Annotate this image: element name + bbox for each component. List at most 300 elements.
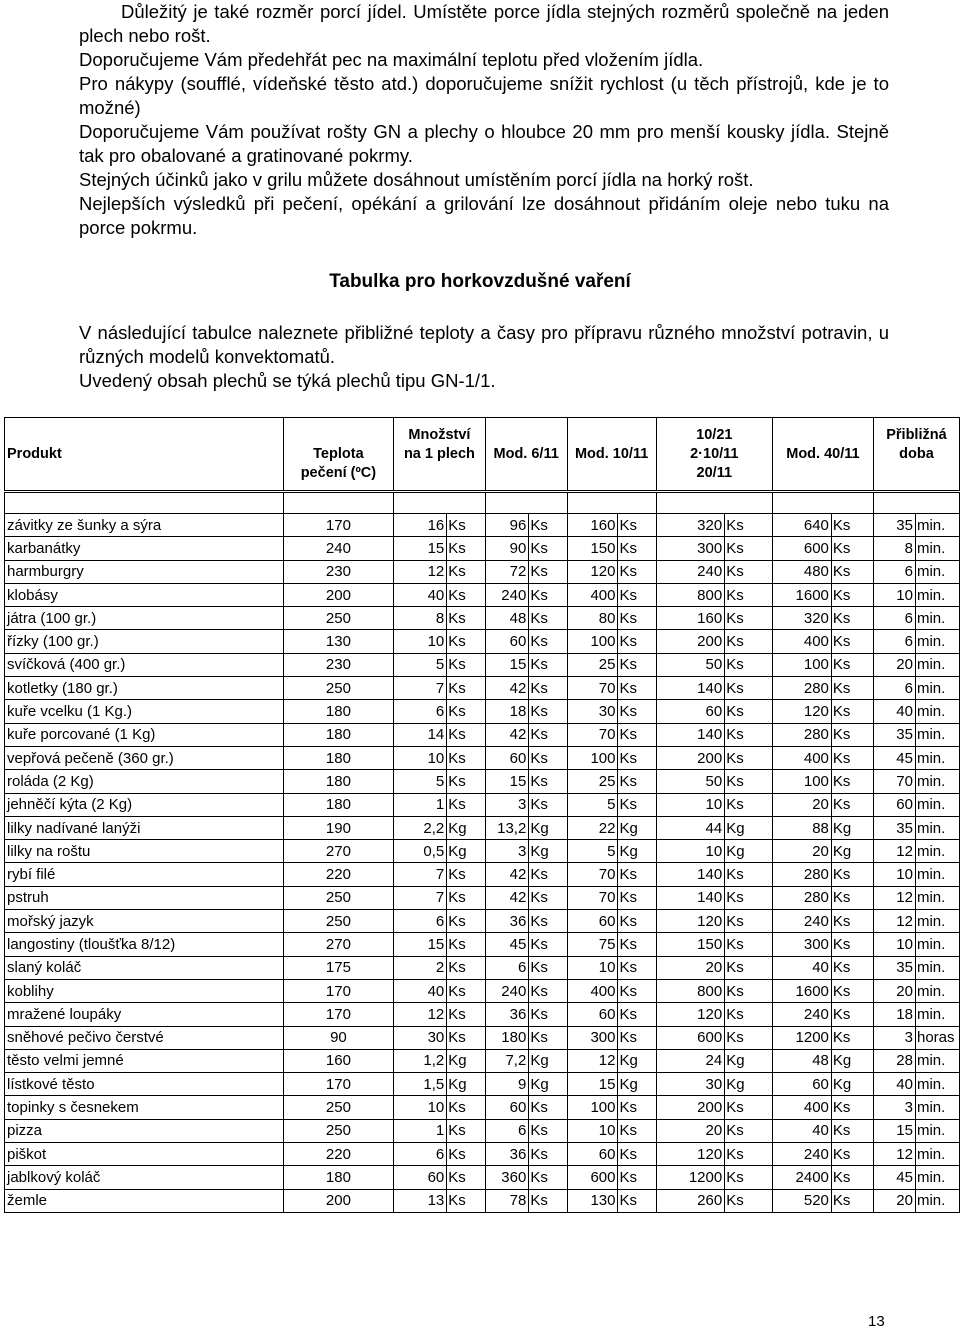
table-row xyxy=(5,723,960,746)
value-cell: 7,2 xyxy=(485,1049,529,1072)
value-cell: 14 xyxy=(394,723,447,746)
value-cell: 50 xyxy=(656,770,725,793)
unit-cell: Ks xyxy=(447,1143,486,1166)
product-name: koblihy xyxy=(5,979,284,1002)
unit-cell: Ks xyxy=(447,514,486,537)
value-cell: 35 xyxy=(873,816,915,839)
value-cell: 42 xyxy=(485,886,529,909)
unit-cell: Ks xyxy=(618,560,656,583)
unit-cell: Ks xyxy=(725,1189,773,1212)
value-cell: 42 xyxy=(485,677,529,700)
value-cell: 7 xyxy=(394,863,447,886)
table-row xyxy=(5,746,960,769)
temperature-cell: 180 xyxy=(283,793,393,816)
unit-cell: Kg xyxy=(618,1049,656,1072)
temperature-cell: 240 xyxy=(283,537,393,560)
product-name: topinky s česnekem xyxy=(5,1096,284,1119)
temperature-cell: 180 xyxy=(283,770,393,793)
unit-cell: Ks xyxy=(831,746,873,769)
value-cell: 10 xyxy=(567,1119,618,1142)
header-time: Přibližná doba xyxy=(873,418,959,492)
table-row xyxy=(5,979,960,1002)
unit-cell: Kg xyxy=(725,1073,773,1096)
value-cell: 140 xyxy=(656,863,725,886)
table-row xyxy=(5,886,960,909)
unit-cell: Ks xyxy=(618,583,656,606)
table-row xyxy=(5,840,960,863)
table-row xyxy=(5,700,960,723)
table-row xyxy=(5,956,960,979)
value-cell: 12 xyxy=(394,560,447,583)
temperature-cell: 250 xyxy=(283,677,393,700)
temperature-cell: 180 xyxy=(283,700,393,723)
unit-cell: Ks xyxy=(447,537,486,560)
value-cell: 70 xyxy=(873,770,915,793)
product-name: vepřová pečeně (360 gr.) xyxy=(5,746,284,769)
value-cell: 150 xyxy=(567,537,618,560)
temperature-cell: 230 xyxy=(283,653,393,676)
unit-cell: Ks xyxy=(447,1166,486,1189)
value-cell: 20 xyxy=(772,793,831,816)
intro-paragraph: Doporučujeme Vám používat rošty GN a plechy o hloubce 20 mm pro menší kousky jídla. Stejně tak pro obalované a gratinované pokrmy. xyxy=(79,121,889,166)
table-row xyxy=(5,1096,960,1119)
unit-cell: Ks xyxy=(725,886,773,909)
value-cell: 20 xyxy=(656,1119,725,1142)
value-cell: 70 xyxy=(567,863,618,886)
value-cell: 8 xyxy=(394,607,447,630)
header-temperature: Teplota pečení (ºC) xyxy=(283,418,393,492)
spacer-row xyxy=(5,492,960,514)
value-cell: 10 xyxy=(656,793,725,816)
unit-cell: Ks xyxy=(618,723,656,746)
unit-cell: Ks xyxy=(447,863,486,886)
product-name: jablkový koláč xyxy=(5,1166,284,1189)
value-cell: 90 xyxy=(485,537,529,560)
value-cell: 60 xyxy=(772,1073,831,1096)
value-cell: 200 xyxy=(656,746,725,769)
temperature-cell: 170 xyxy=(283,1073,393,1096)
unit-cell: Ks xyxy=(447,677,486,700)
unit-cell: min. xyxy=(915,933,959,956)
value-cell: 120 xyxy=(772,700,831,723)
unit-cell: Ks xyxy=(831,607,873,630)
value-cell: 120 xyxy=(567,560,618,583)
unit-cell: Ks xyxy=(529,910,567,933)
table-row xyxy=(5,1026,960,1049)
unit-cell: Ks xyxy=(618,1166,656,1189)
value-cell: 2400 xyxy=(772,1166,831,1189)
table-row xyxy=(5,1189,960,1212)
unit-cell: Ks xyxy=(725,910,773,933)
product-name: lilky na roštu xyxy=(5,840,284,863)
value-cell: 240 xyxy=(772,910,831,933)
temperature-cell: 250 xyxy=(283,886,393,909)
value-cell: 45 xyxy=(873,746,915,769)
unit-cell: Ks xyxy=(447,793,486,816)
unit-cell: Ks xyxy=(529,1026,567,1049)
value-cell: 600 xyxy=(656,1026,725,1049)
value-cell: 3 xyxy=(873,1096,915,1119)
unit-cell: Ks xyxy=(831,653,873,676)
value-cell: 100 xyxy=(772,770,831,793)
product-name: mražené loupáky xyxy=(5,1003,284,1026)
value-cell: 1600 xyxy=(772,979,831,1002)
unit-cell: Ks xyxy=(447,630,486,653)
value-cell: 15 xyxy=(394,933,447,956)
value-cell: 50 xyxy=(656,653,725,676)
value-cell: 20 xyxy=(873,1189,915,1212)
unit-cell: min. xyxy=(915,863,959,886)
value-cell: 400 xyxy=(772,746,831,769)
unit-cell: Ks xyxy=(831,1189,873,1212)
unit-cell: Ks xyxy=(529,770,567,793)
value-cell: 20 xyxy=(873,653,915,676)
value-cell: 40 xyxy=(873,700,915,723)
table-row xyxy=(5,770,960,793)
value-cell: 42 xyxy=(485,863,529,886)
header-quantity: Množství na 1 plech xyxy=(394,418,486,492)
temperature-cell: 180 xyxy=(283,746,393,769)
unit-cell: min. xyxy=(915,630,959,653)
table-row xyxy=(5,1166,960,1189)
unit-cell: Ks xyxy=(447,723,486,746)
value-cell: 1 xyxy=(394,1119,447,1142)
value-cell: 5 xyxy=(567,793,618,816)
value-cell: 140 xyxy=(656,886,725,909)
unit-cell: Ks xyxy=(831,910,873,933)
value-cell: 180 xyxy=(485,1026,529,1049)
intro-paragraph: Důležitý je také rozměr porcí jídel. Umístěte porce jídla stejných rozměrů společně na jeden plech nebo rošt. xyxy=(79,1,889,46)
intro-paragraph: Pro nákypy (soufflé, vídeňské těsto atd.) doporučujeme snížit rychlost (u těch přístrojů, kde je to možné) xyxy=(79,73,889,118)
value-cell: 78 xyxy=(485,1189,529,1212)
unit-cell: Ks xyxy=(725,700,773,723)
value-cell: 520 xyxy=(772,1189,831,1212)
unit-cell: Ks xyxy=(618,653,656,676)
value-cell: 240 xyxy=(772,1143,831,1166)
unit-cell: Ks xyxy=(831,1026,873,1049)
unit-cell: Kg xyxy=(725,816,773,839)
temperature-cell: 250 xyxy=(283,1119,393,1142)
unit-cell: Ks xyxy=(831,537,873,560)
unit-cell: Ks xyxy=(725,560,773,583)
value-cell: 6 xyxy=(873,677,915,700)
value-cell: 120 xyxy=(656,1003,725,1026)
unit-cell: Ks xyxy=(447,910,486,933)
value-cell: 280 xyxy=(772,723,831,746)
unit-cell: Ks xyxy=(447,886,486,909)
value-cell: 20 xyxy=(873,979,915,1002)
value-cell: 6 xyxy=(394,700,447,723)
unit-cell: Ks xyxy=(831,770,873,793)
table-description xyxy=(79,321,889,393)
value-cell: 25 xyxy=(567,653,618,676)
description-paragraph: Uvedený obsah plechů se týká plechů tipu GN-1/1. xyxy=(79,370,496,391)
value-cell: 40 xyxy=(873,1073,915,1096)
value-cell: 260 xyxy=(656,1189,725,1212)
value-cell: 150 xyxy=(656,933,725,956)
unit-cell: Ks xyxy=(831,1096,873,1119)
unit-cell: Ks xyxy=(529,677,567,700)
table-row xyxy=(5,793,960,816)
value-cell: 35 xyxy=(873,956,915,979)
unit-cell: Ks xyxy=(618,607,656,630)
cooking-table xyxy=(4,417,960,1213)
value-cell: 240 xyxy=(485,979,529,1002)
product-name: kuře vcelku (1 Kg.) xyxy=(5,700,284,723)
value-cell: 30 xyxy=(656,1073,725,1096)
temperature-cell: 175 xyxy=(283,956,393,979)
unit-cell: min. xyxy=(915,700,959,723)
value-cell: 40 xyxy=(394,583,447,606)
product-name: klobásy xyxy=(5,583,284,606)
value-cell: 300 xyxy=(567,1026,618,1049)
value-cell: 1200 xyxy=(656,1166,725,1189)
unit-cell: Ks xyxy=(618,514,656,537)
value-cell: 6 xyxy=(394,910,447,933)
value-cell: 72 xyxy=(485,560,529,583)
unit-cell: Ks xyxy=(529,560,567,583)
unit-cell: Ks xyxy=(447,700,486,723)
unit-cell: Ks xyxy=(447,653,486,676)
product-name: piškot xyxy=(5,1143,284,1166)
header-product: Produkt xyxy=(5,418,284,492)
temperature-cell: 190 xyxy=(283,816,393,839)
value-cell: 100 xyxy=(772,653,831,676)
unit-cell: Ks xyxy=(618,770,656,793)
unit-cell: Ks xyxy=(831,1166,873,1189)
unit-cell: Ks xyxy=(618,1143,656,1166)
table-row xyxy=(5,514,960,537)
value-cell: 0,5 xyxy=(394,840,447,863)
value-cell: 20 xyxy=(772,840,831,863)
value-cell: 100 xyxy=(567,746,618,769)
value-cell: 36 xyxy=(485,1143,529,1166)
value-cell: 7 xyxy=(394,677,447,700)
product-name: langostiny (tloušťka 8/12) xyxy=(5,933,284,956)
value-cell: 7 xyxy=(394,886,447,909)
value-cell: 800 xyxy=(656,979,725,1002)
temperature-cell: 250 xyxy=(283,607,393,630)
product-name: mořský jazyk xyxy=(5,910,284,933)
product-name: játra (100 gr.) xyxy=(5,607,284,630)
table-row xyxy=(5,630,960,653)
value-cell: 13,2 xyxy=(485,816,529,839)
unit-cell: Ks xyxy=(725,630,773,653)
value-cell: 280 xyxy=(772,863,831,886)
product-name: svíčková (400 gr.) xyxy=(5,653,284,676)
value-cell: 40 xyxy=(772,1119,831,1142)
value-cell: 2,2 xyxy=(394,816,447,839)
table-row xyxy=(5,677,960,700)
value-cell: 20 xyxy=(656,956,725,979)
value-cell: 100 xyxy=(567,630,618,653)
unit-cell: Ks xyxy=(447,1026,486,1049)
unit-cell: Kg xyxy=(725,840,773,863)
table-row xyxy=(5,537,960,560)
unit-cell: Ks xyxy=(529,979,567,1002)
unit-cell: Ks xyxy=(831,583,873,606)
unit-cell: Ks xyxy=(529,863,567,886)
unit-cell: Ks xyxy=(529,1003,567,1026)
unit-cell: Ks xyxy=(725,746,773,769)
value-cell: 10 xyxy=(656,840,725,863)
value-cell: 300 xyxy=(772,933,831,956)
unit-cell: Ks xyxy=(447,560,486,583)
value-cell: 5 xyxy=(567,840,618,863)
value-cell: 25 xyxy=(567,770,618,793)
value-cell: 40 xyxy=(394,979,447,1002)
unit-cell: Ks xyxy=(618,1003,656,1026)
unit-cell: Ks xyxy=(447,746,486,769)
value-cell: 200 xyxy=(656,1096,725,1119)
unit-cell: Ks xyxy=(618,979,656,1002)
value-cell: 15 xyxy=(567,1073,618,1096)
unit-cell: Ks xyxy=(618,1119,656,1142)
value-cell: 60 xyxy=(394,1166,447,1189)
unit-cell: Ks xyxy=(831,1143,873,1166)
value-cell: 280 xyxy=(772,677,831,700)
value-cell: 36 xyxy=(485,1003,529,1026)
unit-cell: Ks xyxy=(529,653,567,676)
value-cell: 60 xyxy=(567,1143,618,1166)
product-name: závitky ze šunky a sýra xyxy=(5,514,284,537)
temperature-cell: 220 xyxy=(283,863,393,886)
description-paragraph: V následující tabulce naleznete přibližné teploty a časy pro přípravu různého množství potravin, u různých modelů konvektomatů. xyxy=(79,322,889,367)
temperature-cell: 270 xyxy=(283,840,393,863)
unit-cell: min. xyxy=(915,653,959,676)
value-cell: 100 xyxy=(567,1096,618,1119)
unit-cell: min. xyxy=(915,1119,959,1142)
header-mod-40-11: Mod. 40/11 xyxy=(772,418,873,492)
unit-cell: Ks xyxy=(618,863,656,886)
value-cell: 280 xyxy=(772,886,831,909)
table-row xyxy=(5,1049,960,1072)
unit-cell: Ks xyxy=(618,746,656,769)
value-cell: 60 xyxy=(567,910,618,933)
unit-cell: Ks xyxy=(725,863,773,886)
value-cell: 200 xyxy=(656,630,725,653)
unit-cell: Ks xyxy=(831,630,873,653)
temperature-cell: 250 xyxy=(283,910,393,933)
unit-cell: Ks xyxy=(725,1003,773,1026)
table-row xyxy=(5,1119,960,1142)
value-cell: 35 xyxy=(873,723,915,746)
unit-cell: Ks xyxy=(447,956,486,979)
unit-cell: min. xyxy=(915,537,959,560)
value-cell: 9 xyxy=(485,1073,529,1096)
unit-cell: Ks xyxy=(529,1189,567,1212)
unit-cell: min. xyxy=(915,723,959,746)
unit-cell: min. xyxy=(915,1143,959,1166)
value-cell: 60 xyxy=(485,746,529,769)
value-cell: 320 xyxy=(656,514,725,537)
unit-cell: Ks xyxy=(725,723,773,746)
value-cell: 140 xyxy=(656,677,725,700)
unit-cell: Ks xyxy=(831,700,873,723)
value-cell: 10 xyxy=(394,746,447,769)
value-cell: 10 xyxy=(394,1096,447,1119)
value-cell: 30 xyxy=(567,700,618,723)
table-row xyxy=(5,653,960,676)
product-name: lístkové těsto xyxy=(5,1073,284,1096)
unit-cell: Ks xyxy=(725,933,773,956)
unit-cell: Ks xyxy=(447,1189,486,1212)
unit-cell: Kg xyxy=(831,816,873,839)
value-cell: 1,5 xyxy=(394,1073,447,1096)
unit-cell: Ks xyxy=(831,863,873,886)
value-cell: 120 xyxy=(656,910,725,933)
value-cell: 60 xyxy=(873,793,915,816)
value-cell: 12 xyxy=(394,1003,447,1026)
value-cell: 12 xyxy=(873,840,915,863)
value-cell: 600 xyxy=(772,537,831,560)
unit-cell: Kg xyxy=(831,840,873,863)
table-row xyxy=(5,1143,960,1166)
product-name: žemle xyxy=(5,1189,284,1212)
unit-cell: Kg xyxy=(447,840,486,863)
unit-cell: Ks xyxy=(831,1003,873,1026)
temperature-cell: 270 xyxy=(283,933,393,956)
value-cell: 24 xyxy=(656,1049,725,1072)
value-cell: 44 xyxy=(656,816,725,839)
unit-cell: min. xyxy=(915,1049,959,1072)
unit-cell: Ks xyxy=(447,770,486,793)
unit-cell: Kg xyxy=(725,1049,773,1072)
unit-cell: Ks xyxy=(529,793,567,816)
value-cell: 1600 xyxy=(772,583,831,606)
unit-cell: Ks xyxy=(529,933,567,956)
value-cell: 120 xyxy=(656,1143,725,1166)
unit-cell: Ks xyxy=(831,886,873,909)
temperature-cell: 180 xyxy=(283,1166,393,1189)
value-cell: 30 xyxy=(394,1026,447,1049)
value-cell: 13 xyxy=(394,1189,447,1212)
unit-cell: Kg xyxy=(618,816,656,839)
value-cell: 400 xyxy=(772,1096,831,1119)
product-name: pstruh xyxy=(5,886,284,909)
value-cell: 400 xyxy=(772,630,831,653)
header-mod-10-11: Mod. 10/11 xyxy=(567,418,656,492)
unit-cell: Ks xyxy=(529,1166,567,1189)
value-cell: 10 xyxy=(394,630,447,653)
unit-cell: Ks xyxy=(725,537,773,560)
value-cell: 48 xyxy=(485,607,529,630)
product-name: lilky nadívané lanýži xyxy=(5,816,284,839)
value-cell: 320 xyxy=(772,607,831,630)
unit-cell: Ks xyxy=(725,677,773,700)
unit-cell: min. xyxy=(915,607,959,630)
value-cell: 22 xyxy=(567,816,618,839)
value-cell: 360 xyxy=(485,1166,529,1189)
unit-cell: Ks xyxy=(831,933,873,956)
value-cell: 240 xyxy=(772,1003,831,1026)
unit-cell: min. xyxy=(915,1073,959,1096)
table-row xyxy=(5,910,960,933)
unit-cell: Ks xyxy=(725,514,773,537)
value-cell: 60 xyxy=(485,630,529,653)
value-cell: 6 xyxy=(873,607,915,630)
unit-cell: Kg xyxy=(529,840,567,863)
unit-cell: Ks xyxy=(529,723,567,746)
unit-cell: min. xyxy=(915,560,959,583)
product-name: kotletky (180 gr.) xyxy=(5,677,284,700)
unit-cell: Ks xyxy=(447,607,486,630)
value-cell: 240 xyxy=(656,560,725,583)
unit-cell: Kg xyxy=(618,840,656,863)
unit-cell: Ks xyxy=(618,933,656,956)
temperature-cell: 170 xyxy=(283,979,393,1002)
intro-paragraph: Nejlepších výsledků při pečení, opékání a grilování lze dosáhnout přidáním oleje nebo tuku na porce pokrmu. xyxy=(79,193,889,238)
